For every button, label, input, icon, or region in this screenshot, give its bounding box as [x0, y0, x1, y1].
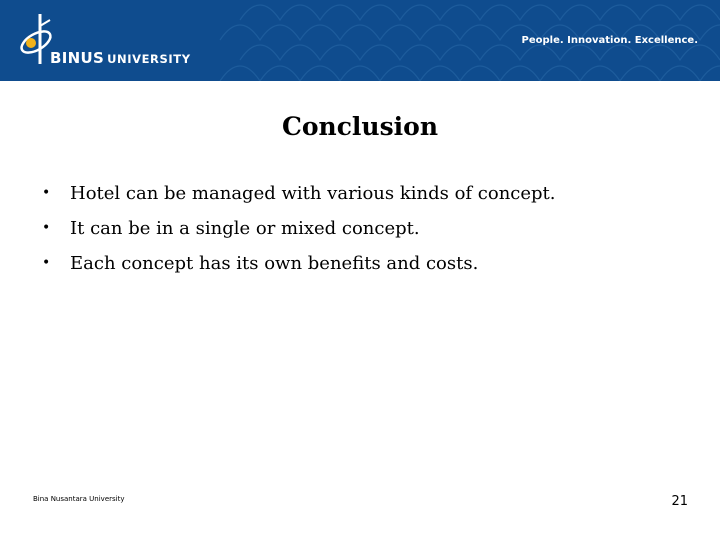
bullet-item — [42, 211, 556, 246]
page-number: 21 — [671, 494, 688, 509]
bullet-dot-icon: • — [42, 220, 51, 236]
slide-title: Conclusion — [281, 112, 439, 141]
bullet-dot-icon: • — [42, 185, 51, 201]
logo-suffix: UNIVERSITY — [107, 52, 191, 66]
bullet-list — [42, 176, 556, 281]
bullet-text: It can be in a single or mixed concept. — [70, 218, 420, 239]
bullet-text: Each concept has its own benefits and costs. — [70, 253, 479, 274]
bullet-dot-icon: • — [42, 255, 51, 271]
bullet-text: Hotel can be managed with various kinds of concept. — [70, 183, 556, 204]
slide-header — [0, 0, 720, 81]
header-tagline: People. Innovation. Excellence. — [521, 35, 698, 46]
bullet-item — [42, 176, 556, 211]
bullet-item — [42, 246, 556, 281]
logo-wordmark — [50, 49, 191, 67]
logo-name: BINUS — [50, 49, 105, 67]
footer-institution: Bina Nusantara University — [33, 495, 125, 503]
binus-logo — [14, 12, 214, 72]
